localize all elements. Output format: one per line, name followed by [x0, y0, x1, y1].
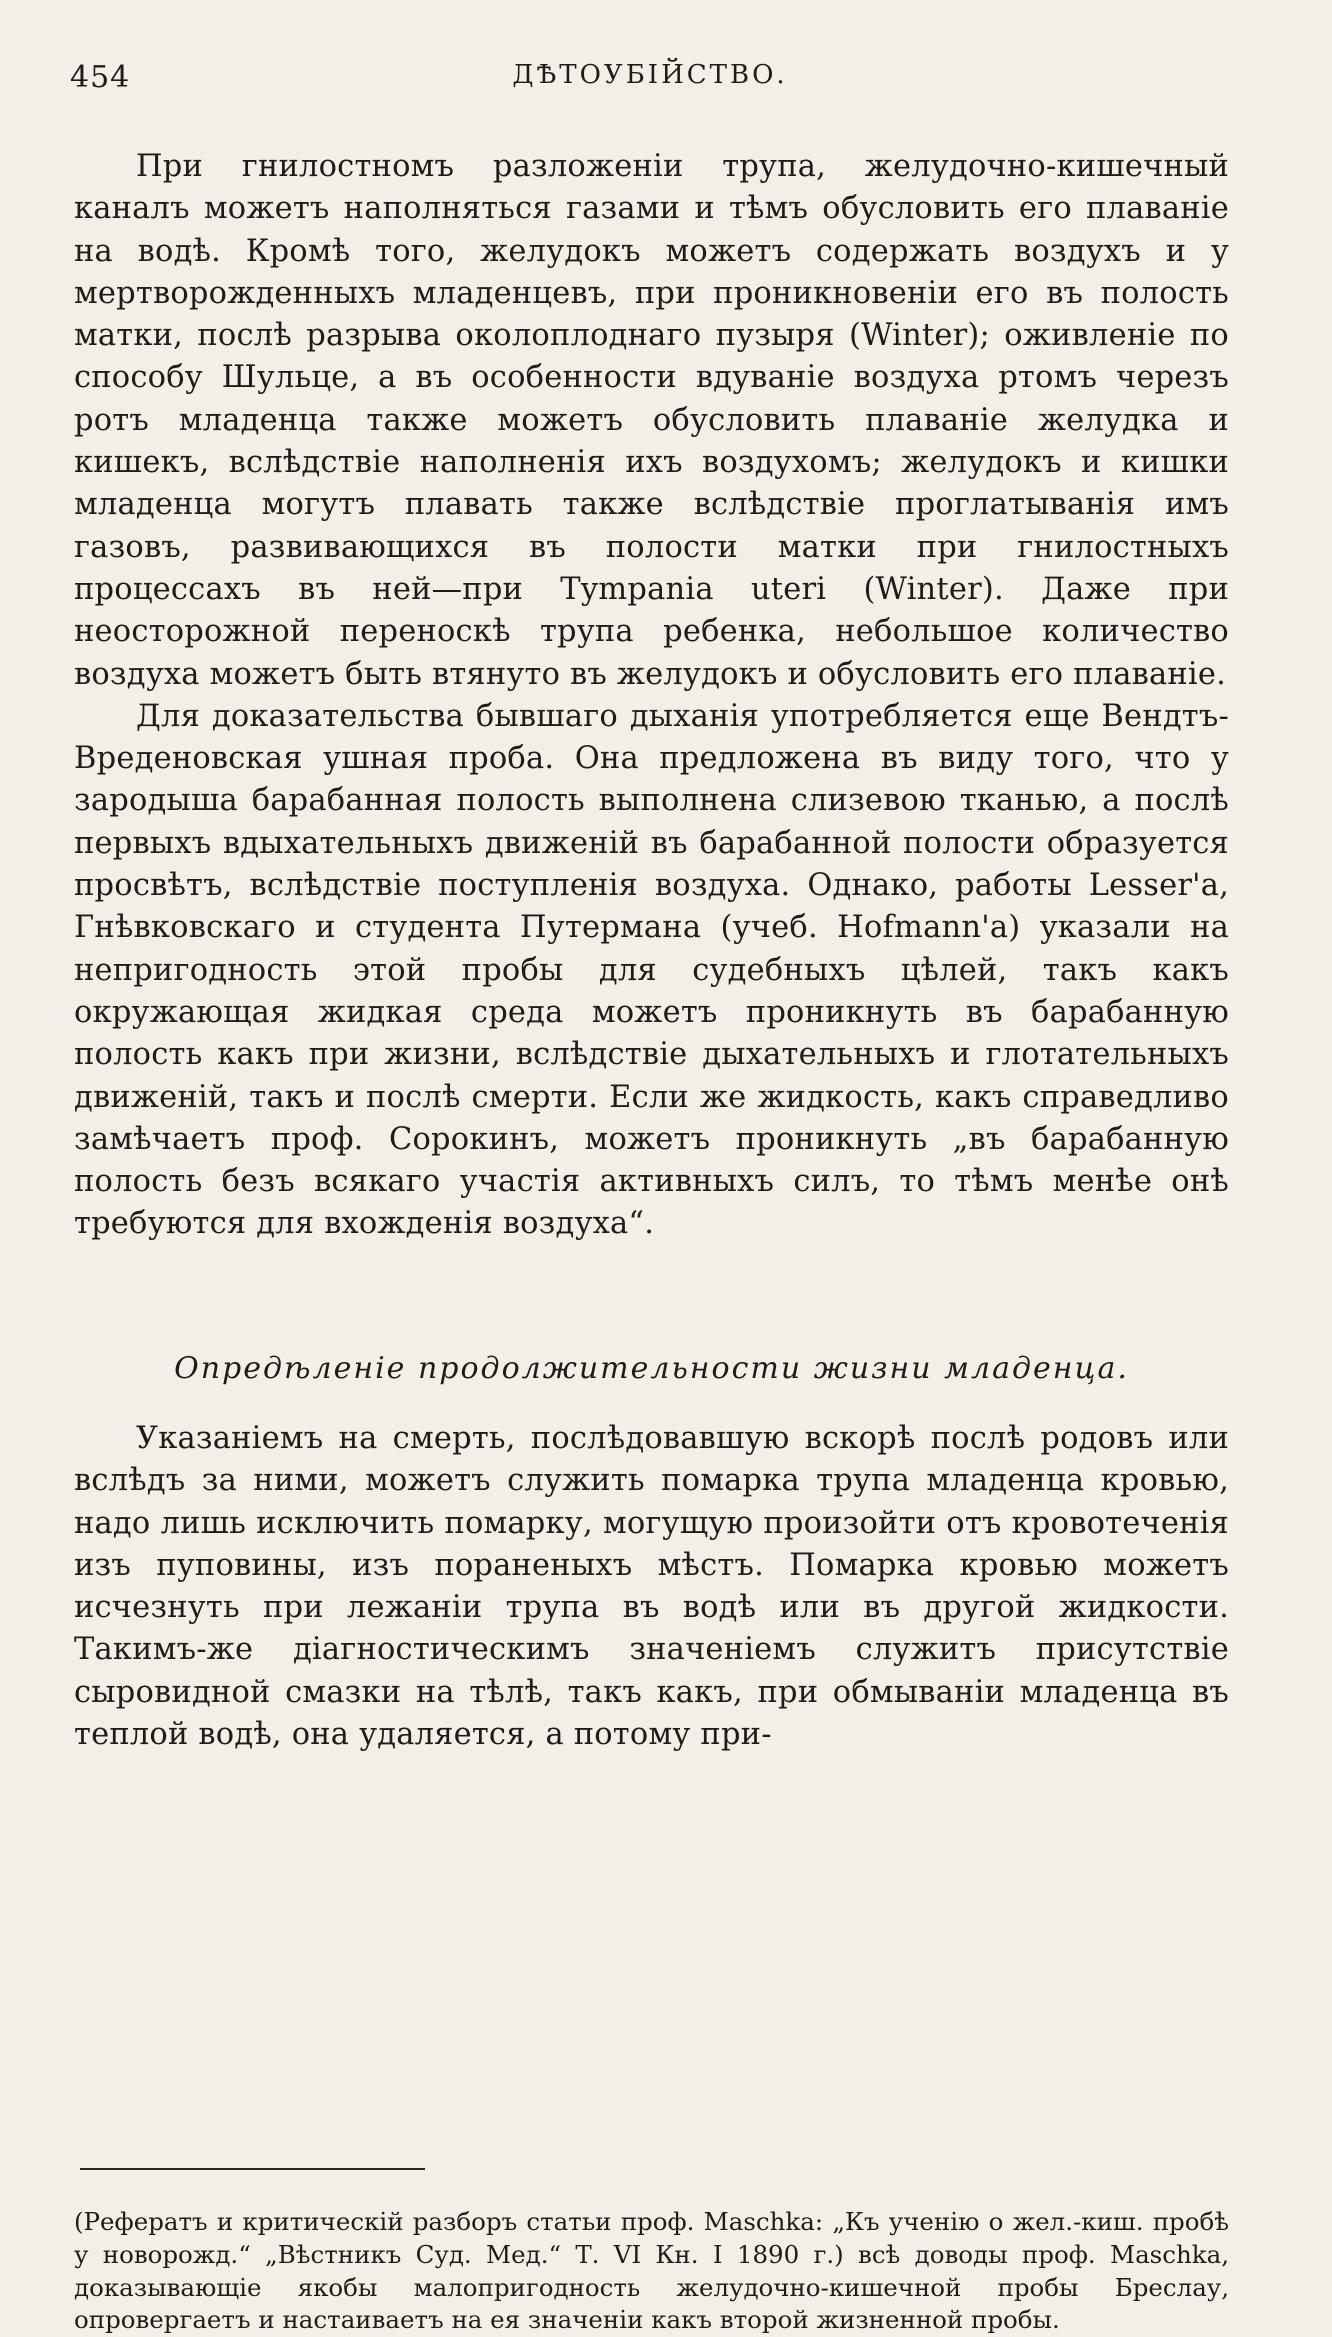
section-text — [74, 1418, 1229, 1756]
section-heading: Опредѣленіе продолжительности жизни младенца. — [174, 1351, 1129, 1386]
paragraph-3: Указаніемъ на смерть, послѣдовавшую вскорѣ послѣ родовъ или вслѣдъ за ними, можетъ служить помарка трупа младенца кровью, надо лишь исключить помарку, могущую произойти отъ кровотеченія изъ пуповины, изъ пораненыхъ мѣстъ. Помарка кровью можетъ исчезнуть при лежаніи трупа въ водѣ или въ другой жидкости. Такимъ-же діагностическимъ значеніемъ служитъ присутствіе сыровидной смазки на тѣлѣ, такъ какъ, при обмываніи младенца въ теплой водѣ, она удаляется, а потому при- — [74, 1421, 1229, 1753]
page-header — [70, 60, 1230, 110]
main-text — [74, 146, 1229, 1246]
paragraph-1: При гнилостномъ разложеніи трупа, желудочно-кишечный каналъ можетъ наполняться газами и тѣмъ обусловить его плаваніе на водѣ. Кромѣ того, желудокъ можетъ содержать воздухъ и у мертворожденныхъ младенцевъ, при проникновеніи его въ полость матки, послѣ разрыва околоплоднаго пузыря (Winter); оживленіе по способу Шульце, а въ особенности вдуваніе воздуха ртомъ черезъ ротъ младенца также можетъ обусловить плаваніе желудка и кишекъ, вслѣдствіе наполненія ихъ воздухомъ; желудокъ и кишки младенца могутъ плавать также вслѣдствіе проглатыванія имъ газовъ, развивающихся въ полости матки при гнилостныхъ процессахъ въ ней—при Tympania uteri (Winter). Даже при неосторожной переноскѣ трупа ребенка, небольшое количество воздуха можетъ быть втянуто въ желудокъ и обусловить его плаваніе. — [74, 149, 1229, 692]
footnote: (Рефератъ и критическій разборъ статьи проф. Maschka: „Къ ученію о жел.-киш. пробѣ у новорожд.“ „Вѣстникъ Суд. Мед.“ Т. VI Кн. I 1890 г.) всѣ доводы проф. Maschka, доказывающіе якобы малопригодность желудочно-кишечной пробы Бреслау, опровергаетъ и настаиваетъ на ея значеніи какъ второй жизненной пробы. — [74, 2207, 1229, 2335]
page-number: 454 — [70, 60, 131, 95]
paragraph-2: Для доказательства бывшаго дыханія употребляется еще Вендтъ-Вреденовская ушная проба. Она предложена въ виду того, что у зародыша барабанная полость выполнена слизевою тканью, а послѣ первыхъ вдыхательныхъ движеній въ барабанной полости образуется просвѣтъ, вслѣдствіе поступленія воздуха. Однако, работы Lesser'a, Гнѣвковскаго и студента Путермана (учеб. Hofmann'a) указали на непригодность этой пробы для судебныхъ цѣлей, такъ какъ окружающая жидкая среда можетъ проникнуть въ барабанную полость какъ при жизни, вслѣдствіе дыхательныхъ и глотательныхъ движеній, такъ и послѣ смерти. Если же жидкость, какъ справедливо замѣчаетъ проф. Сорокинъ, можетъ проникнуть „въ барабанную полость безъ всякаго участія активныхъ силъ, то тѣмъ менѣе онѣ требуются для вхожденія воздуха“. — [74, 698, 1229, 1242]
running-head: ДѢТОУБІЙСТВО. — [512, 60, 788, 90]
footnote-rule — [80, 2168, 425, 2170]
